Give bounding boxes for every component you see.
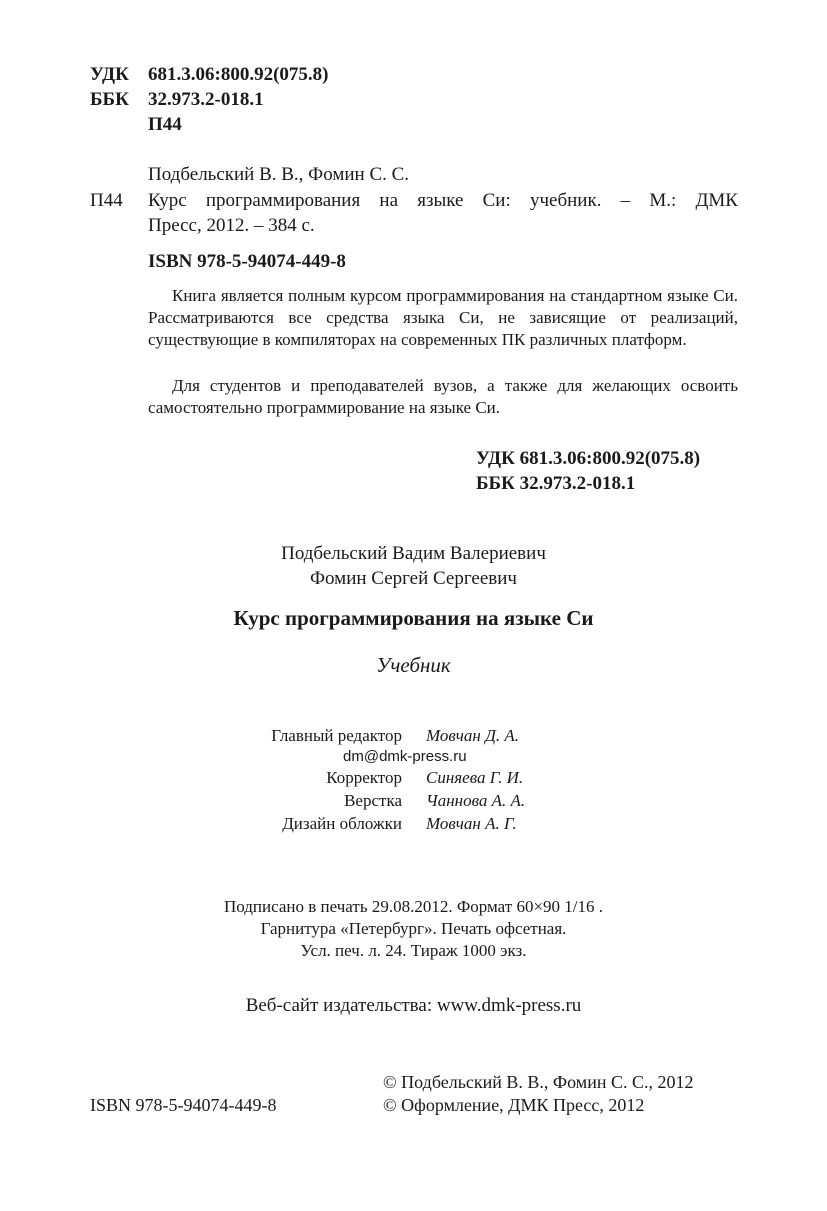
bbk-label: ББК [90,89,129,110]
author-full-2: Фомин Сергей Сергеевич [310,568,517,589]
cover-design-value: Мовчан А. Г. [426,814,517,833]
bib-authors: Подбельский В. В., Фомин С. С. [148,164,410,185]
classification-header [90,62,490,137]
layout-label: Верстка [344,791,402,810]
bib-isbn: ISBN 978-5-94074-449-8 [148,251,346,272]
proofreader-label: Корректор [326,768,402,787]
cover-design-label: Дизайн обложки [282,814,402,833]
udk-value: 681.3.06:800.92(075.8) [148,64,329,85]
book-title: Курс программирования на языке Си [233,606,594,630]
copyright-design: © Оформление, ДМК Пресс, 2012 [383,1095,645,1115]
chief-editor-label: Главный редактор [271,726,402,745]
print-info-line1: Подписано в печать 29.08.2012. Формат 60×90 1/16 . [223,897,604,916]
layout-value: Чаннова А. А. [426,791,526,810]
publisher-website: Веб-сайт издательства: www.dmk-press.ru [245,995,582,1016]
copyright-authors: © Подбельский В. В., Фомин С. С., 2012 [383,1072,694,1092]
annotation-paragraph-1: Книга является полным курсом программирования на стандартном языке Си. Рассматриваются все средства языка Си, не зависящие от реализаций, существующие в компиляторах на современных ПК различных платформ. [148,286,738,349]
author-mark: П44 [148,114,182,135]
classification-bbk-right: ББК 32.973.2-018.1 [476,473,636,494]
classification-udk-right: УДК 681.3.06:800.92(075.8) [476,448,701,469]
udk-row [90,62,490,87]
author-mark-row [90,112,490,137]
udk-label: УДК [90,64,129,85]
bbk-value: 32.973.2-018.1 [148,89,264,110]
bib-title-line1: Курс программирования на языке Си: учебник. – М.: ДМК [148,190,738,211]
author-full-1: Подбельский Вадим Валериевич [281,543,546,564]
annotation-paragraph-2: Для студентов и преподавателей вузов, а также для желающих освоить самостоятельно программирование на языке Си. [148,376,738,417]
print-info-line3: Усл. печ. л. 24. Тираж 1000 экз. [300,941,527,960]
proofreader-value: Синяева Г. И. [426,768,524,787]
chief-editor-value: Мовчан Д. А. [426,726,520,745]
editor-email: dm@dmk-press.ru [343,748,467,765]
bbk-row [90,87,490,112]
footer-isbn: ISBN 978-5-94074-449-8 [90,1095,277,1115]
bib-mark: П44 [90,190,123,211]
book-subtitle: Учебник [376,653,451,677]
print-info-line2: Гарнитура «Петербург». Печать офсетная. [260,919,567,938]
bib-title-line2: Пресс, 2012. – 384 с. [148,215,315,236]
